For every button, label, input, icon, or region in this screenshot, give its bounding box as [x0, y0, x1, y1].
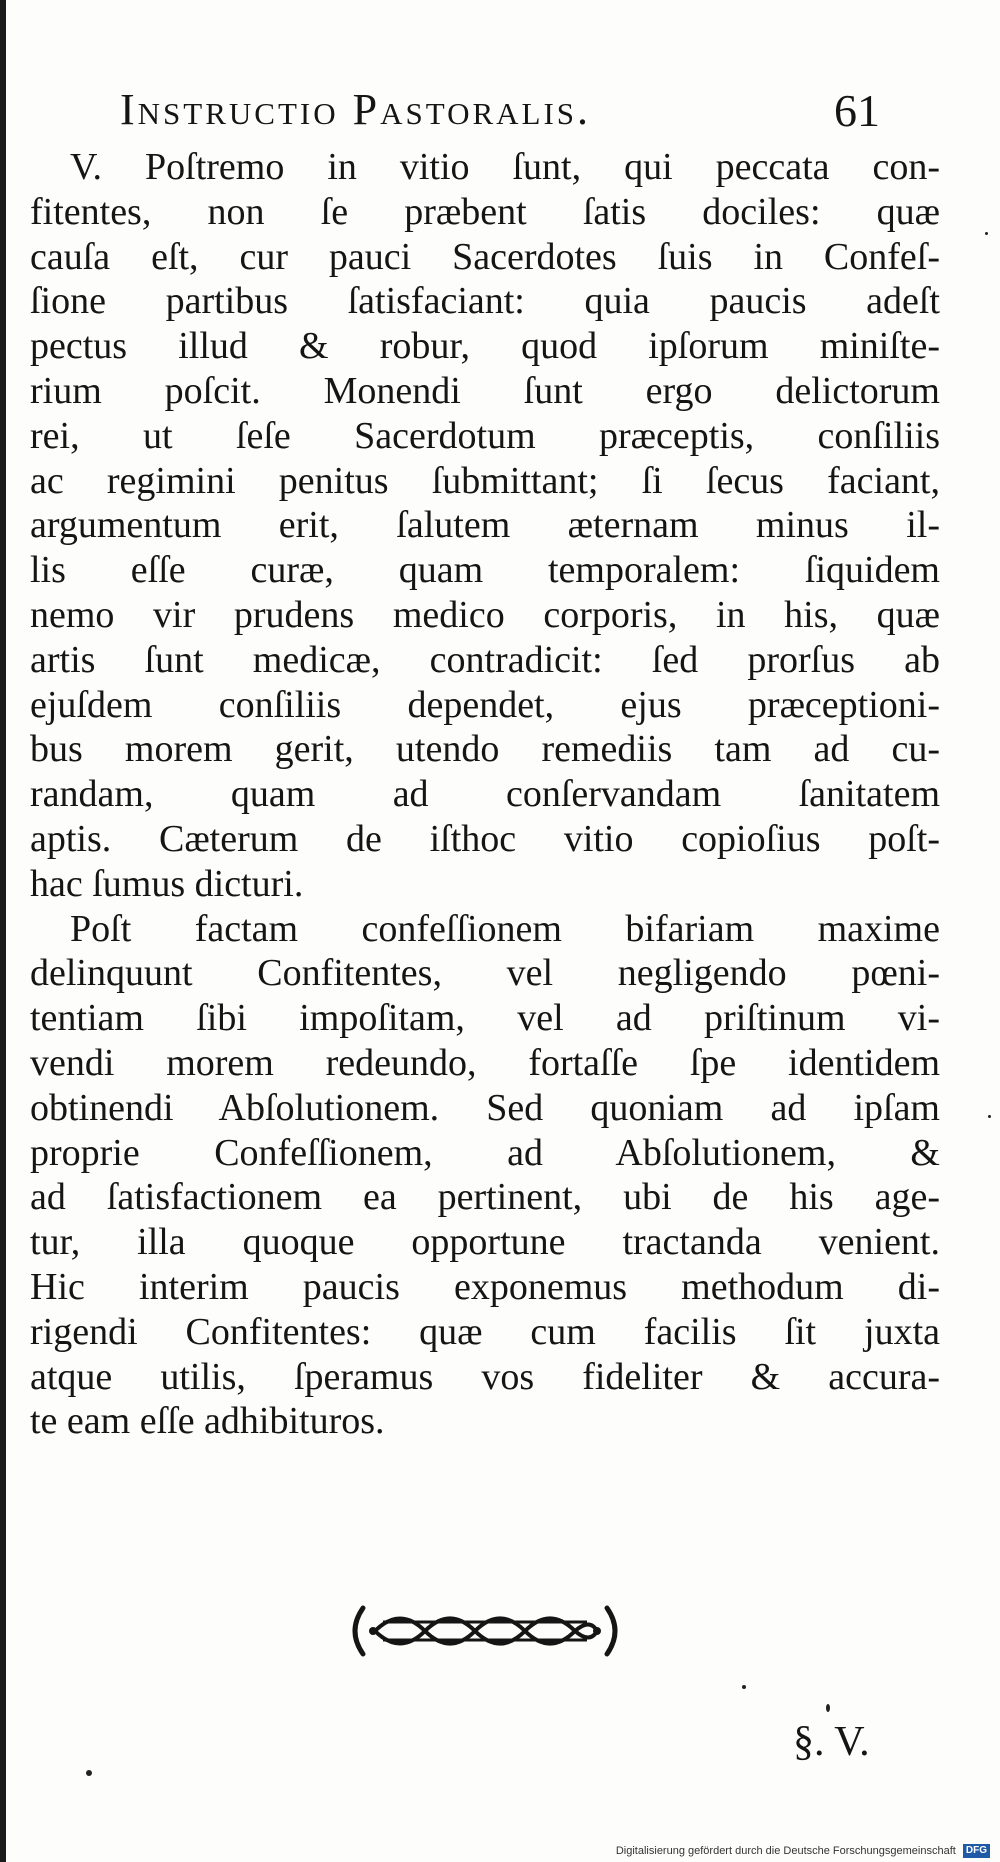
text-line: randam, quam ad conſervandam ſanitatem	[30, 773, 940, 816]
text-line: tentiam ſibi impoſitam, vel ad priſtinum vi-	[30, 997, 940, 1040]
text-line: obtinendi Abſolutionem. Sed quoniam ad ipſam	[30, 1086, 940, 1129]
text-line: cauſa eſt, cur pauci Sacerdotes ſuis in Confeſ-	[30, 235, 940, 278]
text-line: fitentes, non ſe præbent ſatis dociles: quæ	[30, 190, 940, 233]
text-line: Poſt factam confeſſionem bifariam maxime	[70, 907, 940, 950]
body-text	[30, 145, 940, 1444]
text-line: tur, illa quoque opportune tractanda venient.	[30, 1221, 940, 1264]
text-line: bus morem gerit, utendo remediis tam ad cu-	[30, 728, 940, 771]
print-speck	[742, 1685, 746, 1689]
text-line: rium poſcit. Monendi ſunt ergo delictorum	[30, 369, 940, 412]
text-line: ſione partibus ſatisfaciant: quia paucis adeſt	[30, 280, 940, 323]
digitization-credit-text: Digitalisierung gefördert durch die Deutsche Forschungsgemeinschaft	[615, 1844, 956, 1857]
page-number: 61	[834, 85, 880, 136]
digitization-credit	[616, 1844, 990, 1858]
text-line: rei, ut ſeſe Sacerdotum præceptis, conſiliis	[30, 414, 940, 457]
text-line: lis eſſe curæ, quam temporalem: ſiquidem	[30, 549, 940, 592]
text-line: pectus illud & robur, quod ipſorum miniſte-	[30, 325, 940, 368]
text-line: te eam eſſe adhibituros.	[30, 1400, 385, 1443]
running-title: Instructio Pastoralis.	[120, 85, 592, 134]
text-line: aptis. Cæterum de iſthoc vitio copioſius poſt-	[30, 817, 940, 860]
text-line: vendi morem redeundo, fortaſſe ſpe identidem	[30, 1041, 940, 1084]
text-line: ejuſdem conſiliis dependet, ejus præceptioni-	[30, 683, 940, 726]
text-line: proprie Confeſſionem, ad Abſolutionem, &	[30, 1131, 940, 1174]
text-line: nemo vir prudens medico corporis, in his, quæ	[30, 593, 940, 636]
text-line: ad ſatisfactionem ea pertinent, ubi de his age-	[30, 1176, 940, 1219]
text-line: Hic interim paucis exponemus methodum di-	[30, 1265, 940, 1308]
page-header	[120, 84, 880, 144]
print-speck	[988, 1115, 991, 1118]
catchword: §. V.	[793, 1719, 870, 1765]
printers-ornament-icon	[345, 1596, 625, 1666]
print-speck	[86, 1770, 92, 1776]
text-line: artis ſunt medicæ, contradicit: ſed prorſus ab	[30, 638, 940, 681]
dfg-logo: DFG	[963, 1844, 990, 1858]
text-line: atque utilis, ſperamus vos fideliter & accura-	[30, 1355, 940, 1398]
text-line: delinquunt Confitentes, vel negligendo pœni-	[30, 952, 940, 995]
text-line: argumentum erit, ſalutem æternam minus il-	[30, 504, 940, 547]
print-speck	[985, 232, 988, 235]
text-line: ac regimini penitus ſubmittant; ſi ſecus faciant,	[30, 459, 940, 502]
text-line: rigendi Confitentes: quæ cum facilis ſit juxta	[30, 1310, 940, 1353]
print-speck	[826, 1704, 830, 1712]
text-line: V. Poſtremo in vitio ſunt, qui peccata con-	[70, 146, 940, 188]
page-edge-rule	[0, 0, 6, 1862]
text-line: hac ſumus dicturi.	[30, 862, 304, 905]
